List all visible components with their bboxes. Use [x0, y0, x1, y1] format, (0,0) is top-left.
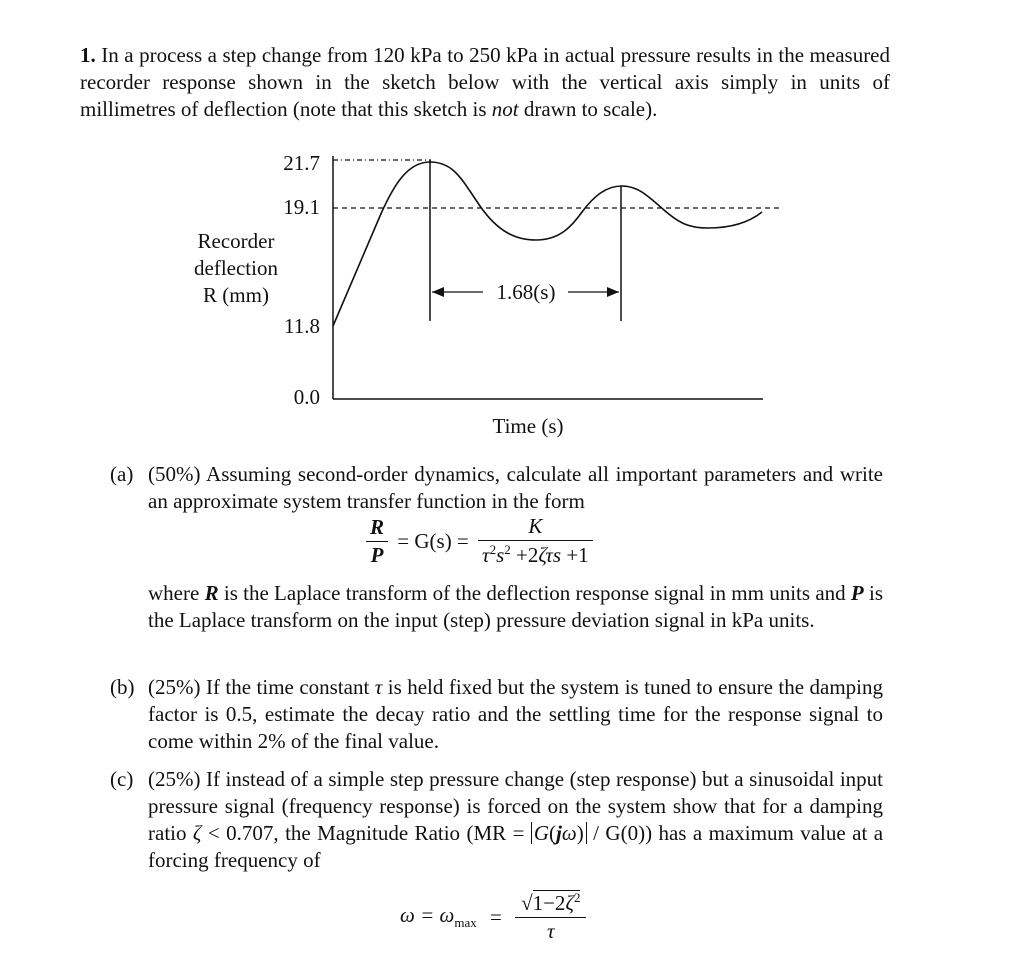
part-c	[110, 766, 885, 876]
question-number: 1.	[80, 43, 96, 67]
eq-K: K	[478, 514, 593, 541]
where-text-3: is the Laplace transform on the input (step) pressure deviation signal in kPa units.	[148, 581, 884, 632]
part-b-label: (b)	[110, 675, 135, 699]
y-axis-label: deflection	[194, 256, 278, 280]
intro-text-b: drawn to scale).	[523, 97, 658, 121]
where-R: R	[204, 581, 219, 605]
part-a-text: (50%) Assuming second-order dynamics, calculate all important parameters and write an approximate system transfer function in the form	[148, 462, 883, 513]
eq-P: P	[370, 542, 384, 567]
omega-fraction	[515, 890, 586, 944]
y-axis-label: Recorder	[197, 229, 275, 253]
zeta-symbol: ζ	[192, 821, 202, 845]
question-intro	[80, 42, 890, 123]
part-a	[110, 461, 885, 517]
period-arrowhead-left	[432, 287, 444, 297]
part-c-label: (c)	[110, 767, 134, 791]
omega-equals: =	[489, 904, 502, 929]
part-c-text-3: / G(0)) has a maximum value at a forcing frequency of	[148, 821, 884, 872]
transfer-fraction	[478, 514, 593, 568]
part-c-text	[148, 766, 883, 874]
where-text-1: where	[148, 581, 200, 605]
where-text-2: is the Laplace transform of the deflection response signal in mm units and	[223, 581, 846, 605]
r-over-p-fraction	[366, 515, 388, 568]
tau-symbol: τ	[374, 675, 383, 699]
y-axis-label: R (mm)	[203, 283, 269, 307]
omega-subscript: max	[454, 915, 477, 931]
eq-R: R	[366, 515, 388, 542]
eq-denominator: $\tau^2s^2 +2\zeta\tau s +1$	[482, 542, 589, 567]
part-b-text	[148, 674, 883, 755]
magnitude-expression: G(jω)	[531, 822, 587, 844]
eq-g-of-s: = G(s) =	[397, 528, 469, 553]
where-P: P	[850, 581, 864, 605]
intro-text-a: In a process a step change from 120 kPa to 250 kPa in actual pressure results in the measured recorder response shown in the sketch below with the vertical axis simply in units of millimetres of deflection (note that this sketch is	[80, 43, 891, 121]
omega-lhs-text: ω = ω	[400, 902, 455, 927]
response-chart	[180, 140, 800, 445]
y-tick-label: 21.7	[283, 151, 320, 175]
transfer-function-equation	[366, 514, 593, 568]
part-b-text-1: (25%) If the time constant	[148, 675, 370, 699]
intro-emphasis: not	[491, 97, 519, 121]
y-tick-label: 19.1	[283, 195, 320, 219]
y-tick-label: 0.0	[293, 385, 320, 409]
part-a-label: (a)	[110, 462, 134, 486]
period-label: 1.68(s)	[496, 280, 556, 304]
part-c-text-1: (25%) If instead of a simple step pressure change (step response) but a sinusoidal input pressure signal (frequency response) is forced on the system show that for a damping ratio	[148, 767, 883, 845]
part-a-where	[148, 580, 883, 634]
part-b	[110, 674, 885, 755]
y-tick-label: 11.8	[284, 314, 320, 338]
part-c-text-2: < 0.707, the Magnitude Ratio (MR =	[207, 821, 525, 845]
part-b-text-2: is held fixed but the system is tuned to ensure the damping factor is 0.5, estimate the decay ratio and the settling time for the response signal to come within 2% of the final value.	[148, 675, 883, 753]
omega-denominator: τ	[546, 919, 555, 943]
period-arrowhead-right	[607, 287, 619, 297]
x-axis-label: Time (s)	[492, 414, 564, 438]
omega-lhs	[400, 902, 477, 931]
omega-max-equation	[400, 890, 586, 944]
omega-numerator: $√1-2\zeta^2$	[515, 890, 586, 918]
